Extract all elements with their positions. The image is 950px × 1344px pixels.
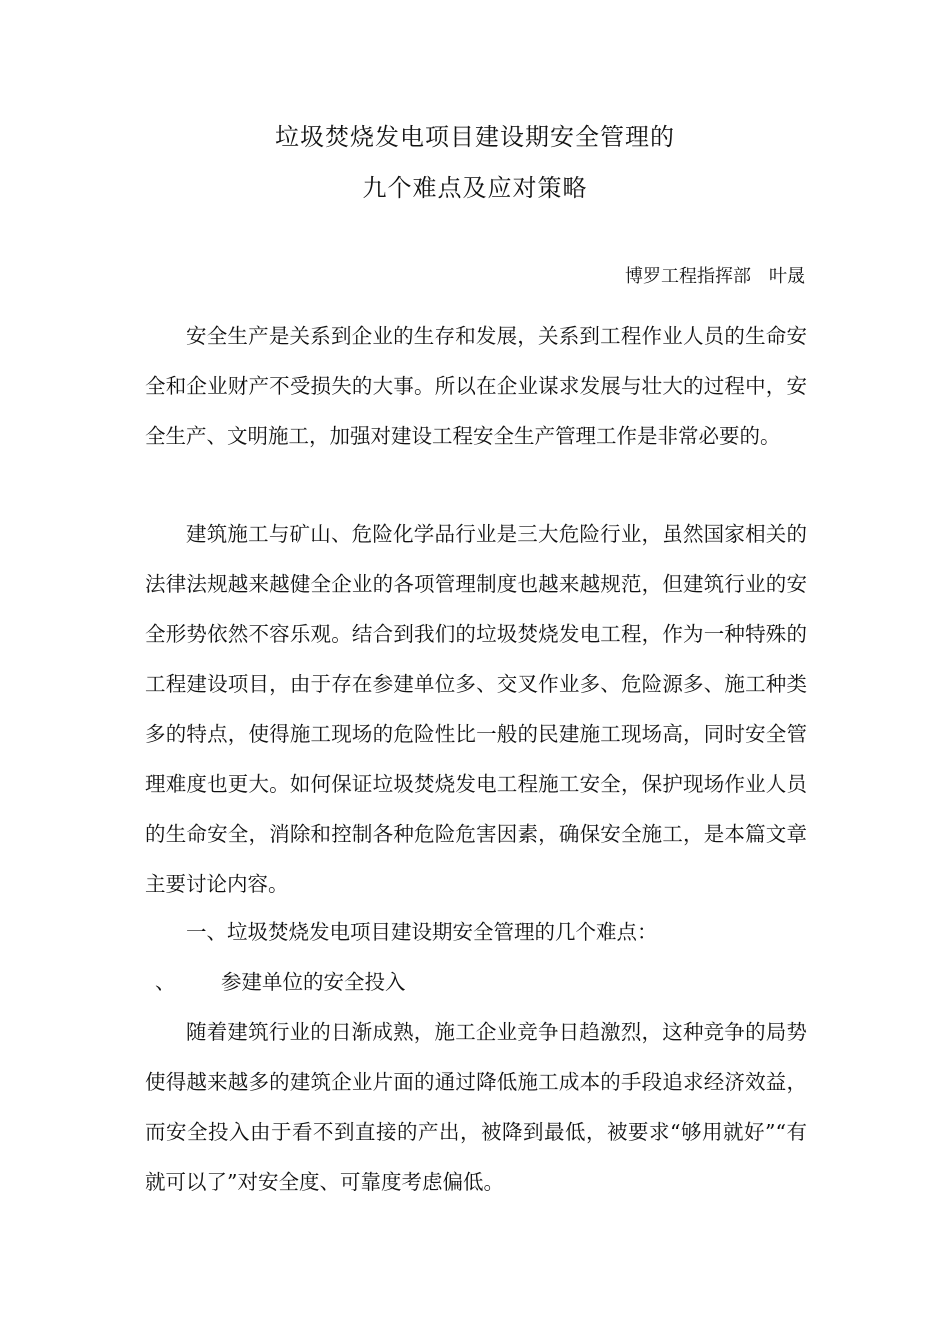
paragraph-safety-investment: 随着建筑行业的日渐成熟，施工企业竞争日趋激烈，这种竞争的局势使得越来越多的建筑企业片面的通过降低施工成本的手段追求经济效益，而安全投入由于看不到直接的产出，被降到最低，被要求“够用就好”“有就可以了”对安全度、可靠度考虑偏低。: [145, 1020, 807, 1194]
document-title-line-2: 九个难点及应对策略: [362, 174, 588, 202]
section-heading-difficulties: 一、垃圾焚烧发电项目建设期安全管理的几个难点：: [186, 920, 658, 944]
paragraph-intro: 安全生产是关系到企业的生存和发展，关系到工程作业人员的生命安全和企业财产不受损失的大事。所以在企业谋求发展与壮大的过程中，安全生产、文明施工，加强对建设工程安全生产管理工作是非常必要的。: [145, 324, 807, 448]
author-line: 博罗工程指挥部 叶晟: [625, 266, 805, 287]
paragraph-background: 建筑施工与矿山、危险化学品行业是三大危险行业，虽然国家相关的法律法规越来越健全企业的各项管理制度也越来越规范，但建筑行业的安全形势依然不容乐观。结合到我们的垃圾焚烧发电工程，作为一种特殊的工程建设项目，由于存在参建单位多、交叉作业多、危险源多、施工种类多的特点，使得施工现场的危险性比一般的民建施工现场高，同时安全管理难度也更大。如何保证垃圾焚烧发电工程施工安全，保护现场作业人员的生命安全，消除和控制各种危险危害因素，确保安全施工，是本篇文章主要讨论内容。: [145, 522, 807, 896]
sub-heading-text: 参建单位的安全投入: [221, 970, 406, 994]
sub-heading-safety-investment: [145, 957, 406, 1007]
list-marker: 、: [155, 970, 176, 994]
document-title-line-1: 垃圾焚烧发电项目建设期安全管理的: [275, 123, 675, 151]
